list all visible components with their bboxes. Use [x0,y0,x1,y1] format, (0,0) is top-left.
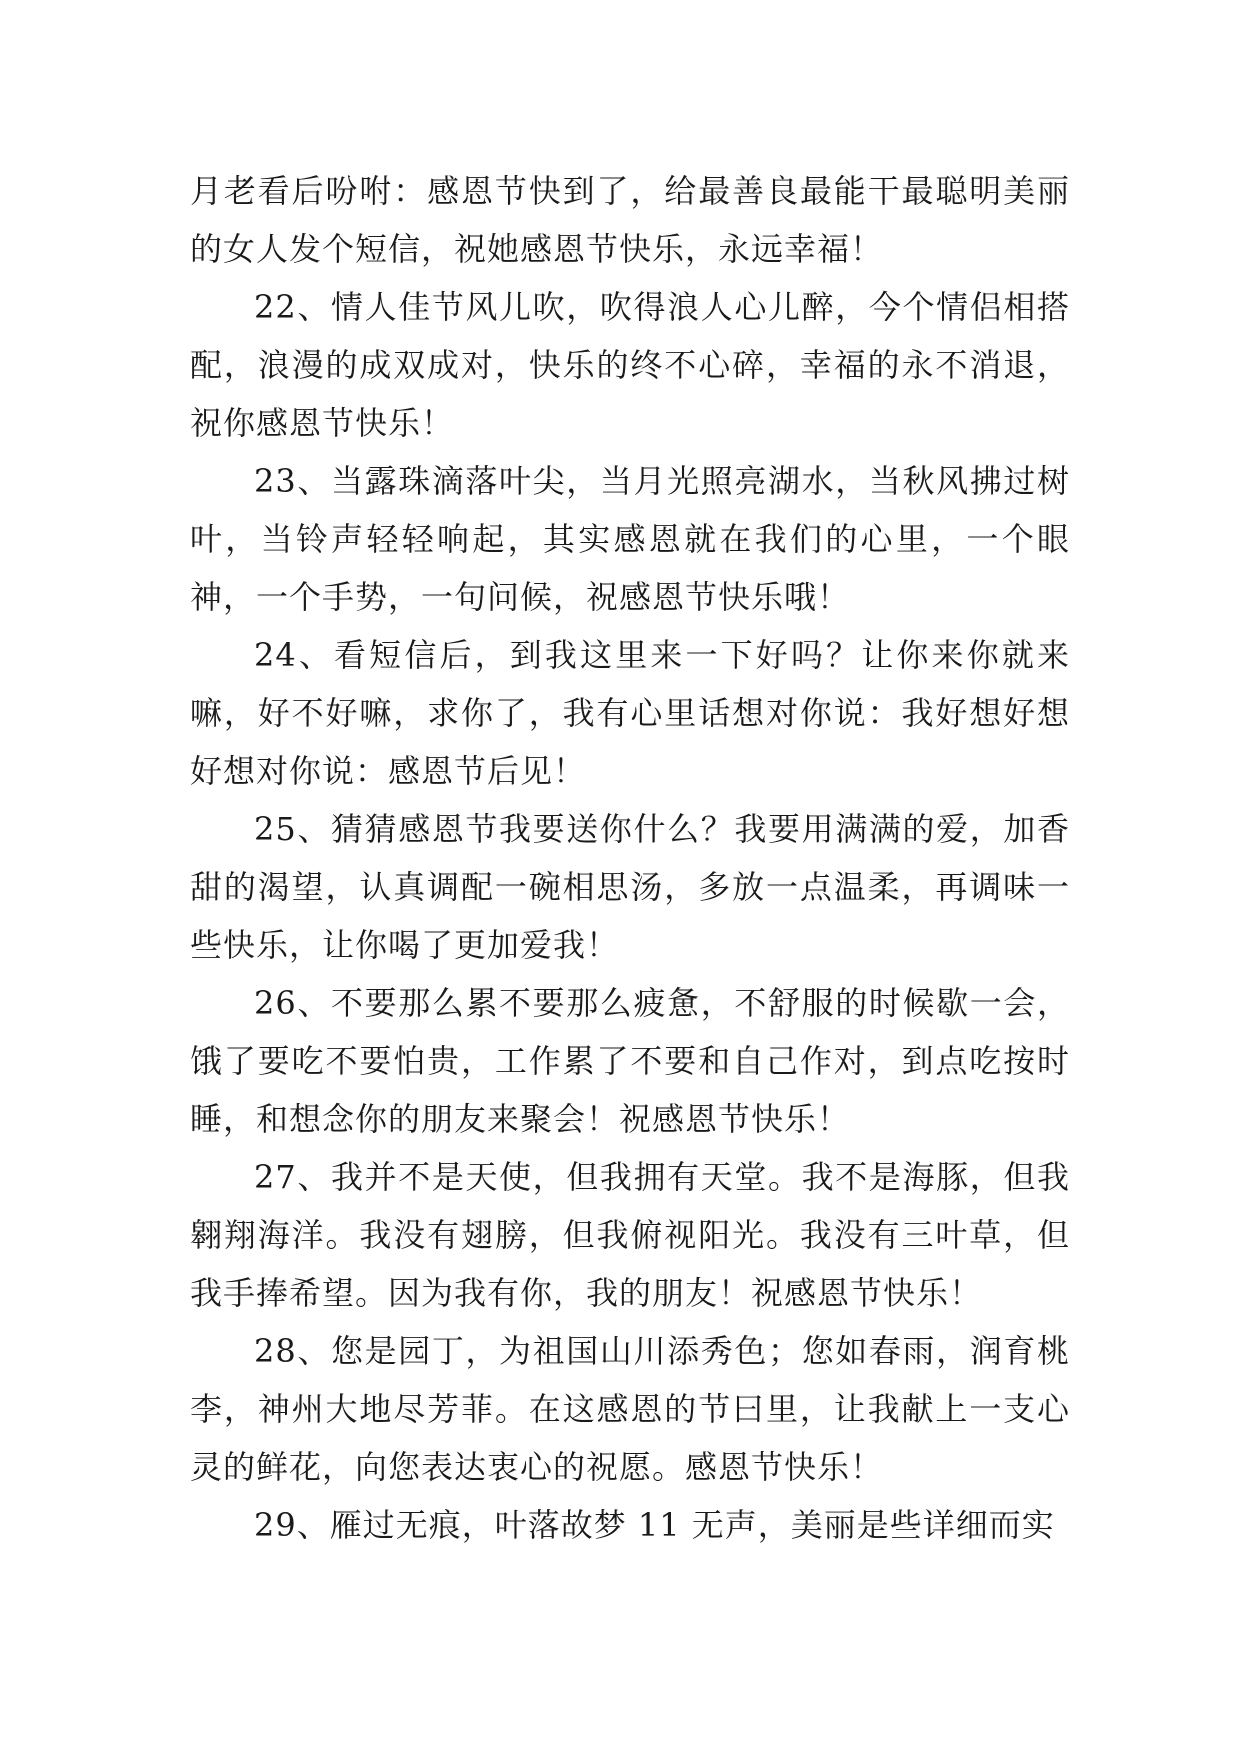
paragraph-25: 25、猜猜感恩节我要送你什么？我要用满满的爱，加香甜的渴望，认真调配一碗相思汤，多放一点温柔，再调味一些快乐，让你喝了更加爱我！ [190,810,1070,964]
paragraph-continuation: 月老看后吩咐：感恩节快到了，给最善良最能干最聪明美丽的女人发个短信，祝她感恩节快乐，永远幸福！ [190,172,1070,268]
paragraph-26: 26、不要那么累不要那么疲惫，不舒服的时候歇一会，饿了要吃不要怕贵，工作累了不要和自己作对，到点吃按时睡，和想念你的朋友来聚会！祝感恩节快乐！ [190,984,1070,1138]
document-body [190,162,1070,1554]
paragraph-28: 28、您是园丁，为祖国山川添秀色；您如春雨，润育桃李，神州大地尽芳菲。在这感恩的节曰里，让我献上一支心灵的鲜花，向您表达衷心的祝愿。感恩节快乐！ [190,1332,1070,1486]
paragraph-27: 27、我并不是天使，但我拥有天堂。我不是海豚，但我翱翔海洋。我没有翅膀，但我俯视阳光。我没有三叶草，但我手捧希望。因为我有你，我的朋友！祝感恩节快乐！ [190,1158,1070,1312]
paragraph-23: 23、当露珠滴落叶尖，当月光照亮湖水，当秋风拂过树叶，当铃声轻轻响起，其实感恩就在我们的心里，一个眼神，一个手势，一句问候，祝感恩节快乐哦！ [190,462,1070,616]
paragraph-22: 22、情人佳节风儿吹，吹得浪人心儿醉，今个情侣相搭配，浪漫的成双成对，快乐的终不心碎，幸福的永不消退，祝你感恩节快乐！ [190,288,1070,442]
paragraph-29: 29、雁过无痕，叶落故梦 11 无声，美丽是些详细而实 [254,1506,1055,1544]
paragraph-24: 24、看短信后，到我这里来一下好吗？让你来你就来嘛，好不好嘛，求你了，我有心里话想对你说：我好想好想好想对你说：感恩节后见！ [190,636,1070,790]
